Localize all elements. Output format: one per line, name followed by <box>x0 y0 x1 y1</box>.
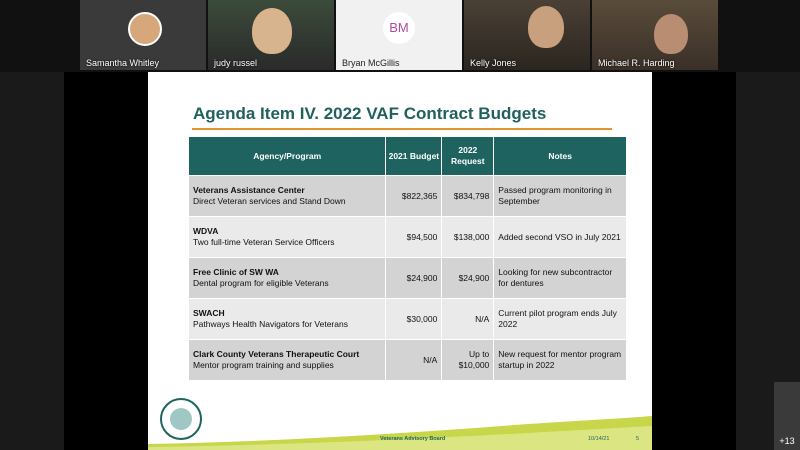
organization-seal-logo <box>160 398 202 440</box>
request-2022-cell: N/A <box>442 299 494 340</box>
table-row <box>189 217 627 258</box>
notes-cell: Added second VSO in July 2021 <box>494 217 627 258</box>
agency-cell <box>189 258 386 299</box>
program-description: Two full-time Veteran Service Officers <box>193 237 335 247</box>
title-divider <box>192 128 612 130</box>
participant-name: Kelly Jones <box>470 58 517 68</box>
request-2022-cell: Up to $10,000 <box>442 340 494 381</box>
notes-cell: New request for mentor program startup in 2022 <box>494 340 627 381</box>
header-notes: Notes <box>494 137 627 176</box>
participant-name: Michael R. Harding <box>598 58 675 68</box>
header-agency: Agency/Program <box>189 137 386 176</box>
budget-2021-cell: $94,500 <box>386 217 442 258</box>
program-description: Mentor program training and supplies <box>193 360 334 370</box>
request-2022-cell: $138,000 <box>442 217 494 258</box>
header-request-2022: 2022 Request <box>442 137 494 176</box>
participant-tile-4[interactable] <box>464 0 590 70</box>
footer-board-name: Veterans Advisory Board <box>380 436 446 442</box>
table-row <box>189 299 627 340</box>
budget-2021-cell: $822,365 <box>386 176 442 217</box>
notes-cell: Current pilot program ends July 2022 <box>494 299 627 340</box>
participant-name: judy russel <box>214 58 258 68</box>
participant-name: Bryan McGillis <box>342 58 400 68</box>
agency-cell <box>189 340 386 381</box>
budget-2021-cell: N/A <box>386 340 442 381</box>
footer-date: 10/14/21 <box>588 436 610 442</box>
agency-name: Veterans Assistance Center <box>193 185 305 195</box>
participant-tile-5[interactable] <box>592 0 718 70</box>
presentation-slide <box>148 72 652 450</box>
program-description: Direct Veteran services and Stand Down <box>193 196 346 206</box>
agency-cell <box>189 176 386 217</box>
participant-video <box>528 6 564 48</box>
footer-page-number: 5 <box>636 436 640 442</box>
slide-title: Agenda Item IV. 2022 VAF Contract Budgets <box>193 104 547 123</box>
participant-name: Samantha Whitley <box>86 58 160 68</box>
budget-2021-cell: $30,000 <box>386 299 442 340</box>
request-2022-cell: $834,798 <box>442 176 494 217</box>
table-header-row <box>189 137 627 176</box>
header-budget-2021: 2021 Budget <box>386 137 442 176</box>
agency-name: WDVA <box>193 226 219 236</box>
participant-avatar <box>128 12 162 46</box>
table-row <box>189 258 627 299</box>
participant-tile-1[interactable] <box>80 0 206 70</box>
participant-video <box>252 8 292 54</box>
agency-cell <box>189 217 386 258</box>
seal-emblem <box>170 408 192 430</box>
agency-name: Free Clinic of SW WA <box>193 267 279 277</box>
table-row <box>189 340 627 381</box>
more-participants-button[interactable] <box>774 382 800 450</box>
request-2022-cell: $24,900 <box>442 258 494 299</box>
participant-tile-2[interactable] <box>208 0 334 70</box>
program-description: Dental program for eligible Veterans <box>193 278 329 288</box>
table-row <box>189 176 627 217</box>
budget-table <box>188 136 627 381</box>
more-participants-count: +13 <box>779 436 795 446</box>
agency-name: SWACH <box>193 308 225 318</box>
shared-screen <box>64 72 736 450</box>
participant-strip <box>0 0 800 72</box>
agency-cell <box>189 299 386 340</box>
participant-initials: BM <box>383 12 415 44</box>
footer-wave <box>148 414 652 450</box>
agency-name: Clark County Veterans Therapeutic Court <box>193 349 360 359</box>
notes-cell: Passed program monitoring in September <box>494 176 627 217</box>
notes-cell: Looking for new subcontractor for dentures <box>494 258 627 299</box>
participant-tile-3[interactable] <box>336 0 462 70</box>
participant-video <box>654 14 688 54</box>
program-description: Pathways Health Navigators for Veterans <box>193 319 348 329</box>
budget-2021-cell: $24,900 <box>386 258 442 299</box>
